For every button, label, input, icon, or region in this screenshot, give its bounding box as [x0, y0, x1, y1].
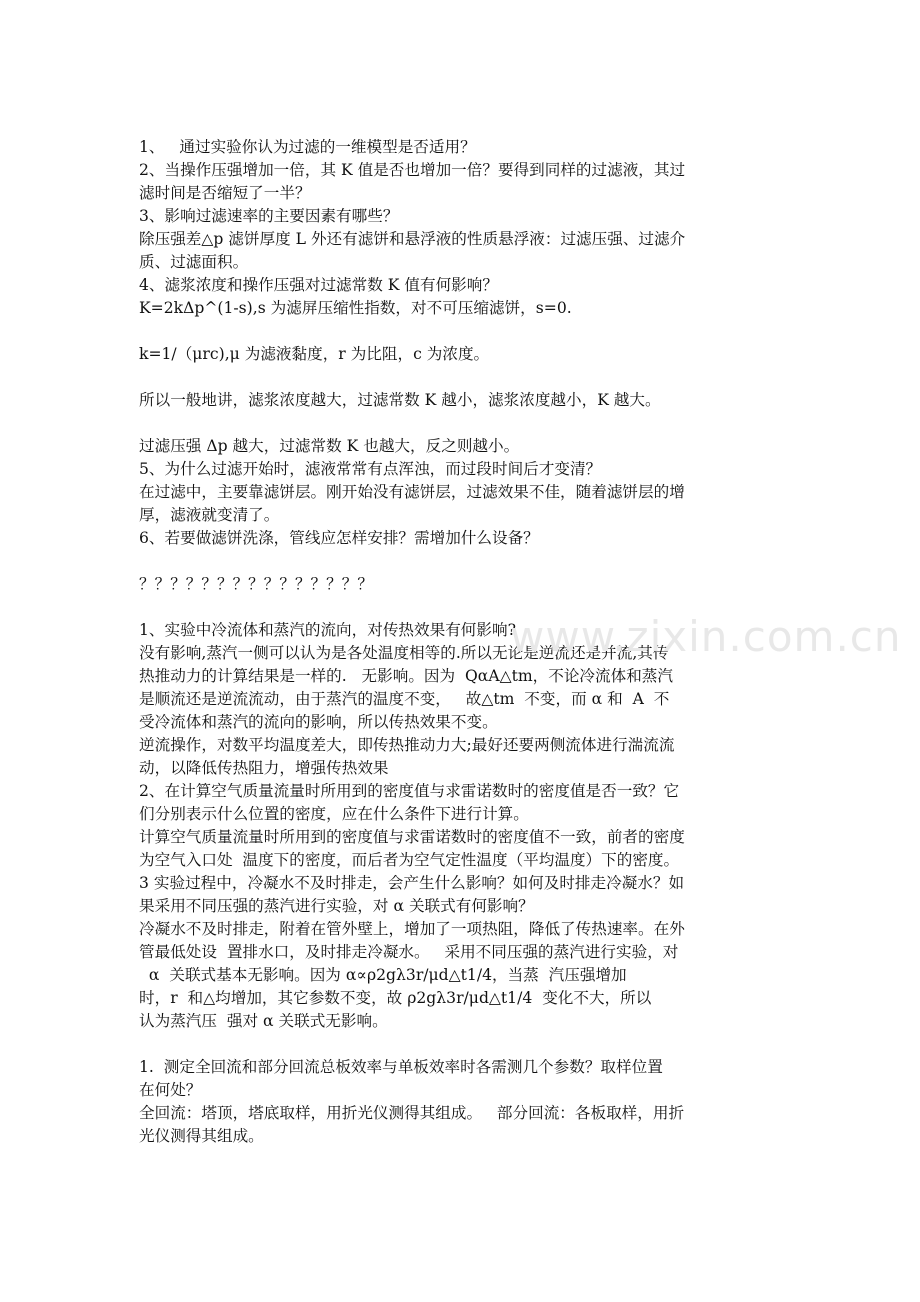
text-line: 质、过滤面积。: [139, 253, 249, 271]
text-line: 们分别表示什么位置的密度，应在什么条件下进行计算。: [139, 805, 529, 823]
text-line: K=2kΔp^(1-s),s 为滤屏压缩性指数，对不可压缩滤饼，s=0.: [139, 299, 572, 317]
text-line: 是顺流还是逆流流动，由于蒸汽的温度不变， 故△tm 不变，而 α 和 A 不: [139, 690, 670, 708]
text-line: 认为蒸汽压 强对 α 关联式无影响。: [139, 1012, 388, 1030]
blank-line: [139, 320, 781, 343]
text-line: 2、在计算空气质量流量时所用到的密度值与求雷诺数时的密度值是否一致？它: [139, 782, 680, 800]
text-line: 管最低处设 置排水口，及时排走冷凝水。 采用不同压强的蒸汽进行实验，对: [139, 943, 679, 961]
blank-line: [139, 1033, 781, 1056]
text-line: 光仪测得其组成。: [139, 1127, 264, 1145]
text-line: 3 实验过程中，冷凝水不及时排走，会产生什么影响？如何及时排走冷凝水？如: [139, 874, 685, 892]
text-line: 没有影响,蒸汽一侧可以认为是各处温度相等的.所以无论是逆流还是并流,其传: [139, 644, 669, 662]
text-line: 1. 测定全回流和部分回流总板效率与单板效率时各需测几个参数？取样位置: [139, 1058, 663, 1076]
text-line: 3、影响过滤速率的主要因素有哪些？: [139, 207, 399, 225]
blank-line: [139, 366, 781, 389]
text-line: α 关联式基本无影响。因为 α∝ρ2gλ3r/μd△t1/4，当蒸 汽压强增加: [139, 966, 627, 984]
text-line: 在何处？: [139, 1081, 202, 1099]
text-line: 1、实验中冷流体和蒸汽的流向，对传热效果有何影响?: [139, 621, 516, 639]
text-line: 厚，滤液就变清了。: [139, 506, 280, 524]
text-line: 6、若要做滤饼洗涤，管线应怎样安排？需增加什么设备？: [139, 529, 539, 547]
text-line: 计算空气质量流量时所用到的密度值与求雷诺数时的密度值不一致，前者的密度: [139, 828, 685, 846]
text-line: 果采用不同压强的蒸汽进行实验，对 α 关联式有何影响？: [139, 897, 534, 915]
text-line: 除压强差△p 滤饼厚度 L 外还有滤饼和悬浮液的性质悬浮液：过滤压强、过滤介: [139, 230, 686, 248]
text-line: 全回流：塔顶，塔底取样，用折光仪测得其组成。 部分回流：各板取样，用折: [139, 1104, 685, 1122]
text-line: 在过滤中，主要靠滤饼层。刚开始没有滤饼层，过滤效果不佳，随着滤饼层的增: [139, 483, 685, 501]
text-line: 冷凝水不及时排走，附着在管外壁上，增加了一项热阻，降低了传热速率。在外: [139, 920, 685, 938]
text-line: 5、为什么过滤开始时，滤液常常有点浑浊，而过段时间后才变清？: [139, 460, 602, 478]
text-line: 受冷流体和蒸汽的流向的影响，所以传热效果不变。: [139, 713, 498, 731]
text-line: ？？？？？？？？？？？？？？？: [139, 575, 373, 593]
text-line: 滤时间是否缩短了一半？: [139, 184, 311, 202]
blank-line: [139, 550, 781, 573]
text-line: k=1/（μrc),μ 为滤液黏度，r 为比阻，c 为浓度。: [139, 345, 490, 363]
text-line: 时，r 和△均增加，其它参数不变，故 ρ2gλ3r/μd△t1/4 变化不大，所以: [139, 989, 652, 1007]
blank-line: [139, 596, 781, 619]
text-line: 2、当操作压强增加一倍，其 K 值是否也增加一倍？要得到同样的过滤液，其过: [139, 161, 686, 179]
text-line: 逆流操作，对数平均温度差大，即传热推动力大;最好还要两侧流体进行湍流流: [139, 736, 675, 754]
text-line: 1、 通过实验你认为过滤的一维模型是否适用？: [139, 138, 476, 156]
document-body: [139, 136, 781, 1148]
blank-line: [139, 412, 781, 435]
text-line: 动，以降低传热阻力，增强传热效果: [139, 759, 389, 777]
text-line: 过滤压强 Δp 越大，过滤常数 K 也越大，反之则越小。: [139, 437, 520, 455]
text-line: 为空气入口处 温度下的密度，而后者为空气定性温度（平均温度）下的密度。: [139, 851, 680, 869]
text-line: 4、滤浆浓度和操作压强对过滤常数 K 值有何影响？: [139, 276, 498, 294]
text-line: 热推动力的计算结果是一样的. 无影响。因为 QαA△tm，不论冷流体和蒸汽: [139, 667, 673, 685]
watermark: www.zixin.com.cn: [510, 612, 902, 661]
text-line: 所以一般地讲，滤浆浓度越大，过滤常数 K 越小，滤浆浓度越小，K 越大。: [139, 391, 661, 409]
